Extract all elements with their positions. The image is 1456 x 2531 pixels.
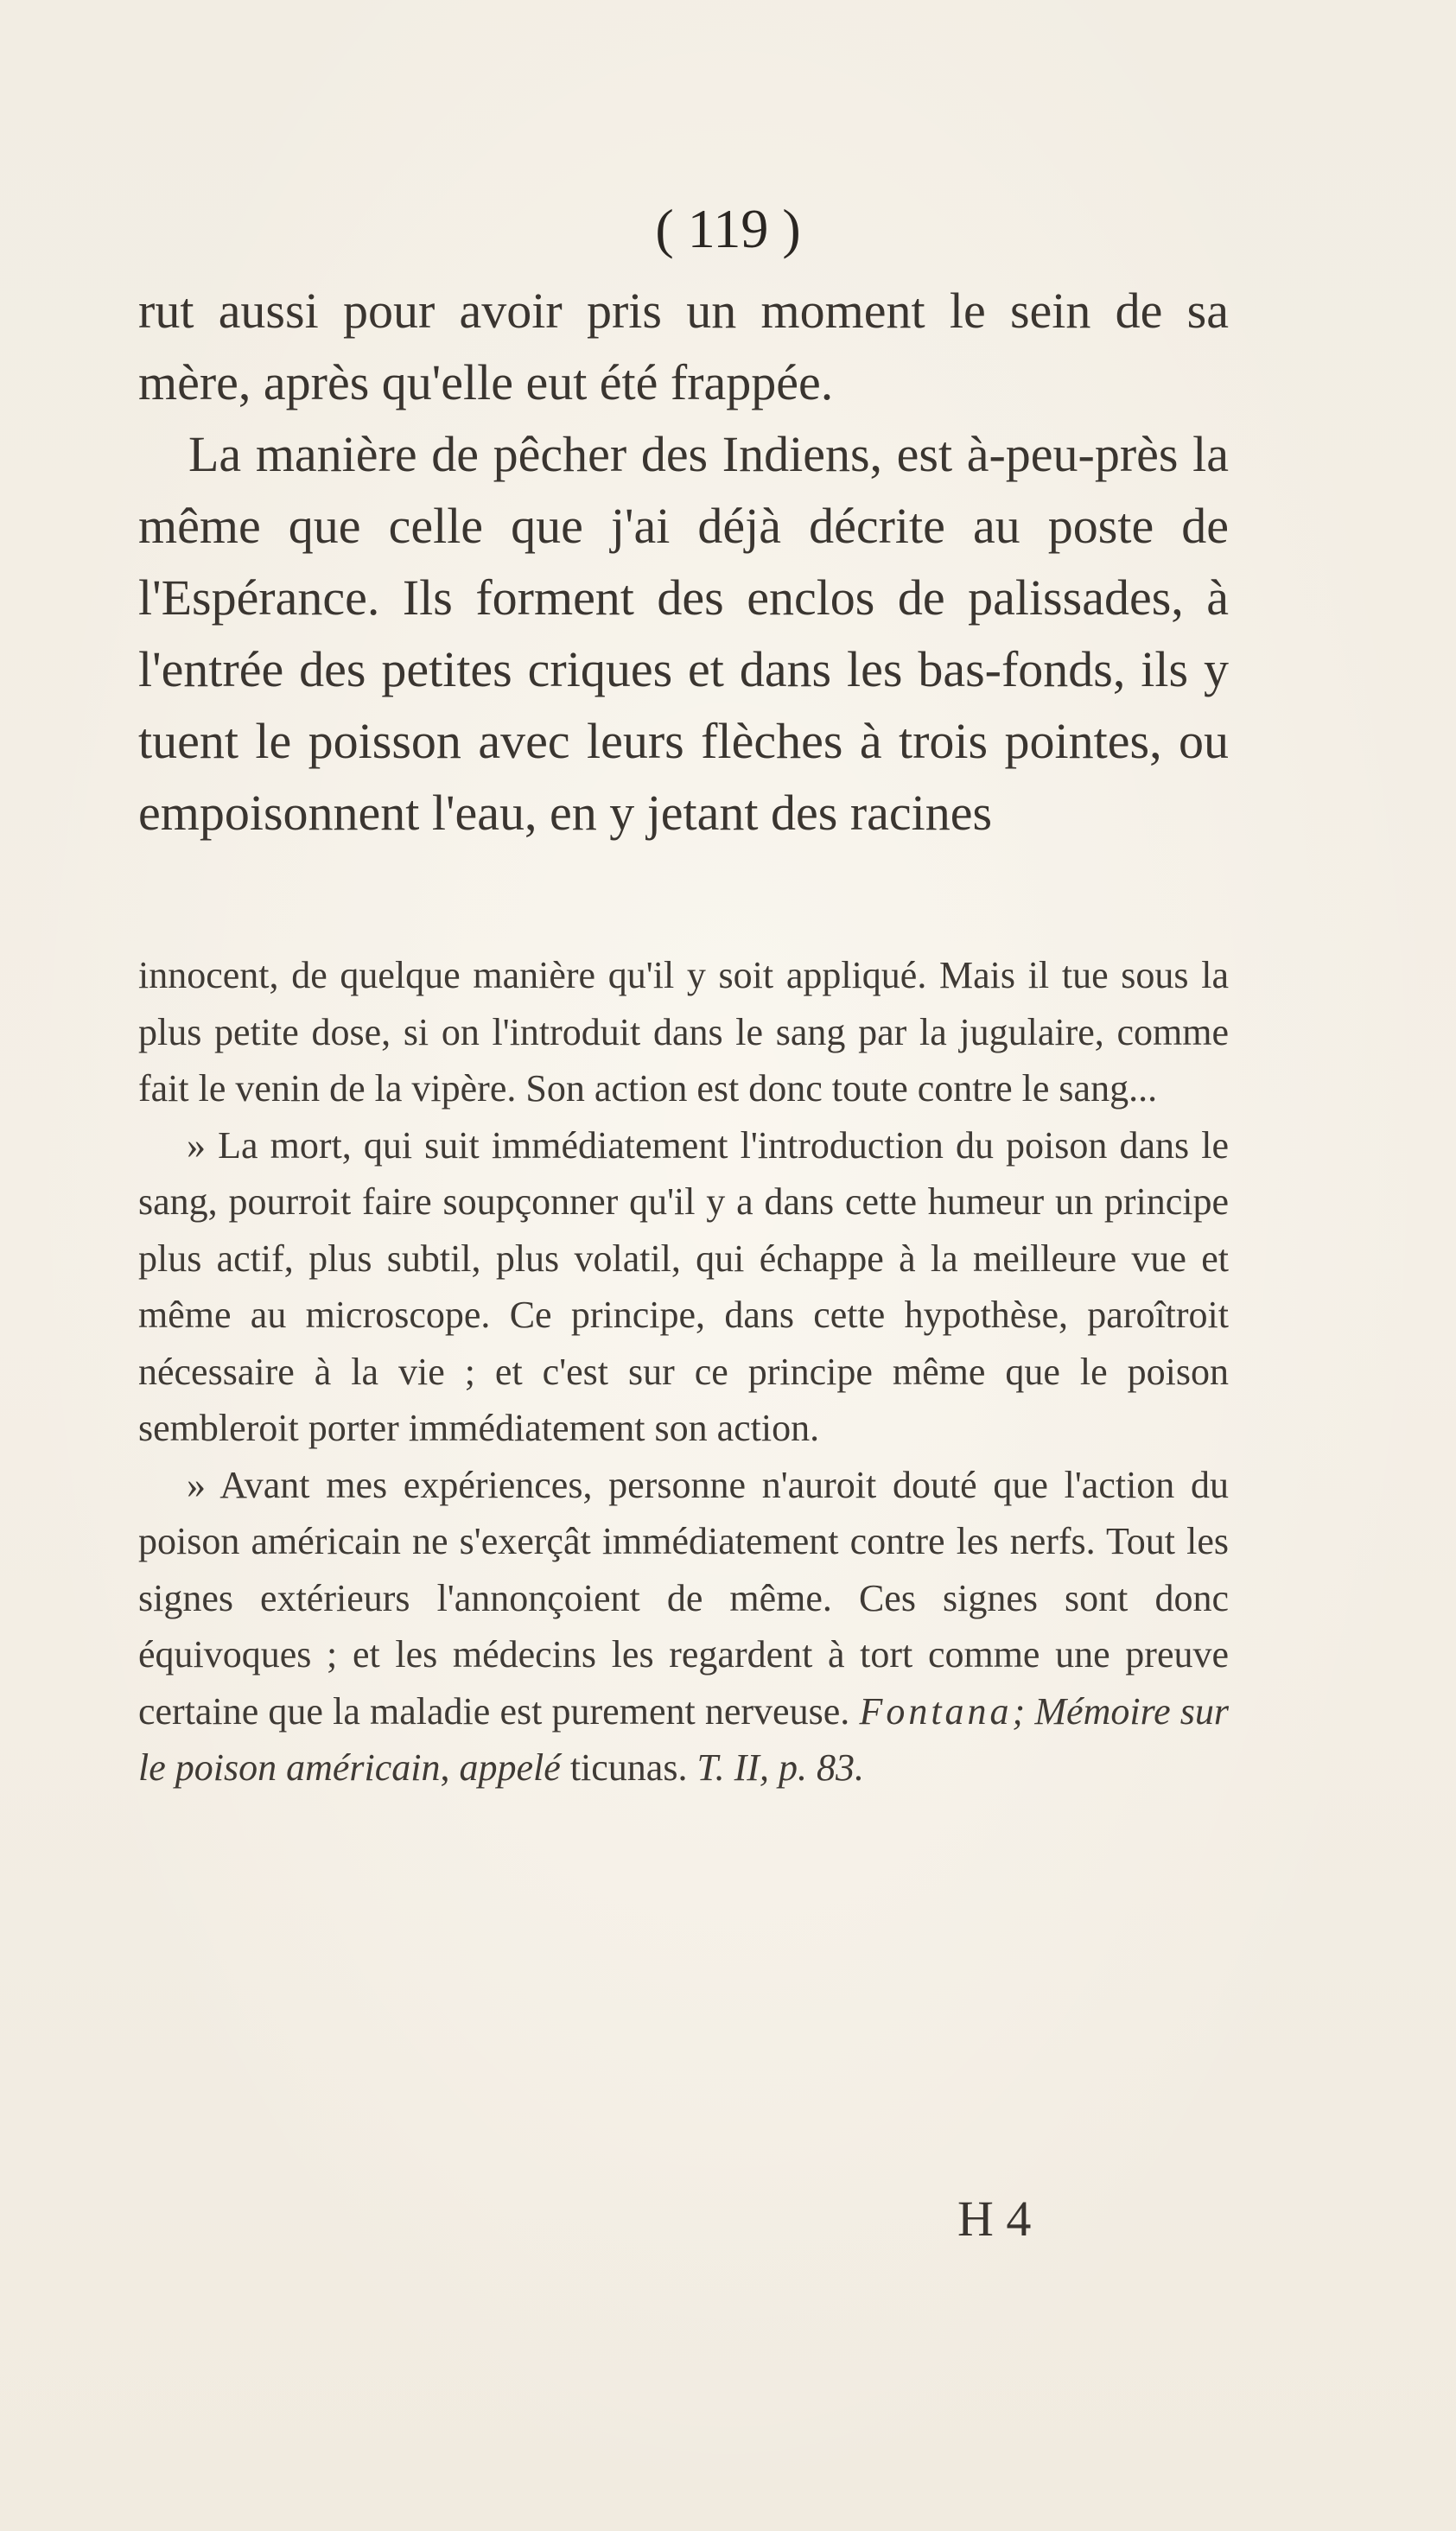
footnote-paragraph-3-text: » Avant mes expériences, personne n'auroit douté que l'action du poison américain ne s'exerçât immédiatement contre les nerfs. Tout les signes extérieurs l'annonçoient de même. Ces signes sont donc équivoques ; et les médecins les regardent à tort comme une preuve certaine que la maladie est purement nerveuse. (138, 1463, 1229, 1733)
citation-comma: , (440, 1746, 450, 1789)
main-paragraph-1: rut aussi pour avoir pris un moment le sein de sa mère, après qu'elle eut été frappée. (138, 283, 1229, 410)
main-paragraph-2: La manière de pêcher des Indiens, est à-peu-près la même que celle que j'ai déjà décrite au poste de l'Espérance. Ils forment des enclos de palissades, à l'entrée des petites criques et dans les bas-fonds, ils y tuent le poisson avec leurs flèches à trois pointes, ou empoisonnent l'eau, en y jetant des racines (138, 426, 1229, 841)
footnote-paragraph-1: innocent, de quelque manière qu'il y soit appliqué. Mais il tue sous la plus petite dose, si on l'introduit dans le sang par la jugulaire, comme fait le venin de la vipère. Son action est donc toute contre le sang... (138, 954, 1229, 1110)
citation-title: Mémoire sur le poison américain (138, 1689, 1230, 1789)
citation-ticunas: ticunas. (569, 1746, 688, 1789)
citation-appele: appelé (459, 1746, 561, 1789)
citation-author: Fontana (859, 1689, 1013, 1733)
footnote-paragraph-3 (138, 1457, 1229, 1797)
footnote (138, 947, 1229, 1797)
citation-separator: ; (1012, 1689, 1026, 1733)
page-number: ( 119 ) (655, 198, 801, 259)
citation-reference: T. II, p. 83. (696, 1746, 864, 1789)
footnote-paragraph-2: » La mort, qui suit immédiatement l'introduction du poison dans le sang, pourroit faire soupçonner qu'il y a dans cette humeur un principe plus actif, plus subtil, plus volatil, qui échappe à la meilleure vue et même au microscope. Ce principe, dans cette hypothèse, paroîtroit nécessaire à la vie ; et c'est sur ce principe même que le poison sembleroit porter immédiatement son action. (138, 1123, 1229, 1449)
main-text (138, 275, 1229, 849)
signature-mark: H 4 (957, 2191, 1032, 2247)
